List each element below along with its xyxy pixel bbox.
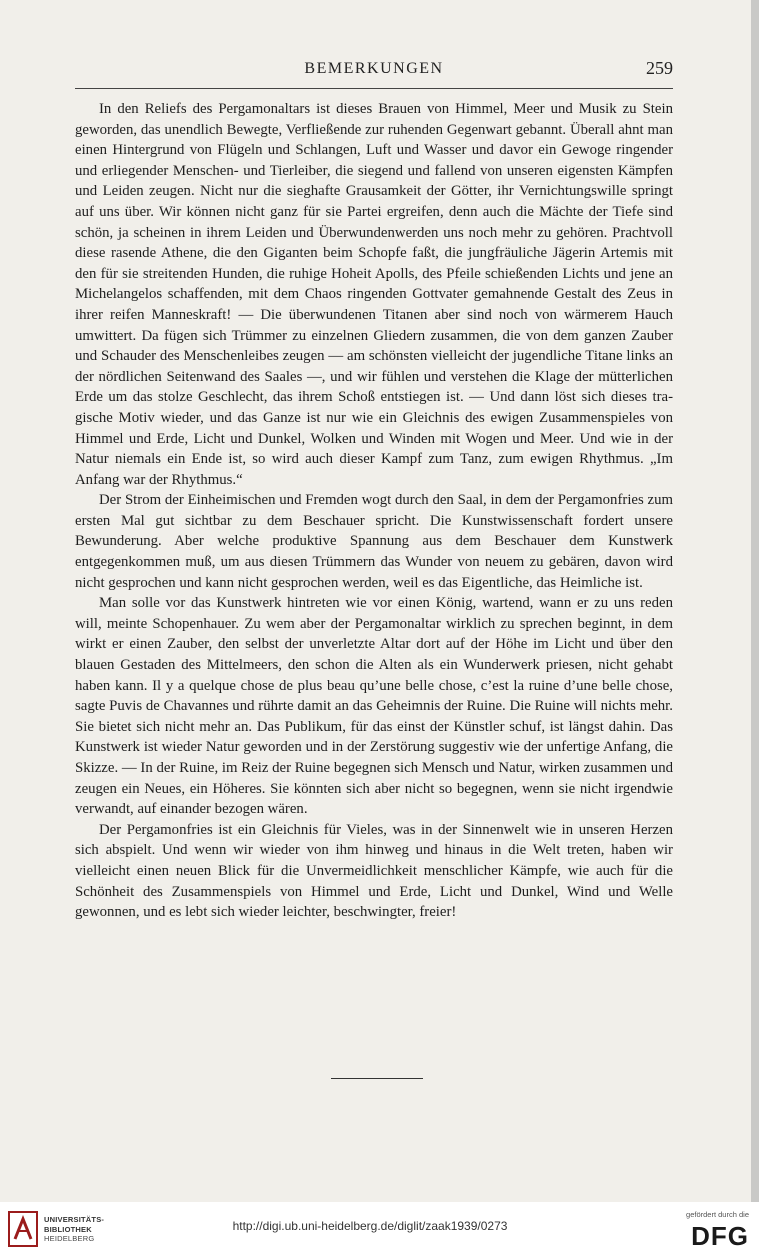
header-rule [75, 88, 673, 89]
library-emblem-icon [8, 1211, 38, 1247]
library-name-line: BIBLIOTHEK [44, 1224, 92, 1234]
paragraph: Man solle vor das Kunstwerk hintreten wie vor einen König, wartend, wann er zu uns reden will, meinte Schopenhauer. Zu wem aber der Pergamonaltar wirklich zu sprechen beginnt, in dem wirkt er einen Zauber, den selbst der unverletzte Altar dort auf der Höhe im Licht und über den blauen Gestaden des Mittelmeers, den schon die Alten als ein Wunderwerk priesen, nicht gehabt haben kann. Il y a quelque chose de plus beau qu’une belle chose, c’est la ruine d’une belle chose, sagte Puvis de Chavannes und rührte damit an das Geheimnis der Ruine. Die Ruine will nichts mehr. Sie bietet sich nicht mehr an. Das Publikum, für das einst der Künstler schuf, ist längst dahin. Das Kunstwerk ist wieder Natur geworden und in der Zerstörung suggestiv wie der unfertige Anfang, die Skizze. — In der Ruine, im Reiz der Ruine begegnen sich Mensch und Natur, wirken zusammen und zeugen ein Neues, ein Höheres. Sie könnten sich aber nicht so begegnen, wenn sie nicht irgendwie verwandt, auf einander bezogen wären. [75, 595, 673, 818]
page-number: 259 [646, 58, 673, 78]
paragraph: In den Reliefs des Pergamonaltars ist dieses Brauen von Himmel, Meer und Musik zu Stein geworden, das unendlich Bewegte, Verfließende zur ruhenden Gegenwart gebannt. Überall ahnt man einen Hintergrund von Flügeln und Schlangen, Luft und Wasser und davor ein Gewoge ringender und erliegender Menschen- und Tierleiber, die siegend und fallend von unseren eigensten Kämpfen und Leiden zeugen. Nicht nur die sieghafte Grausamkeit der Götter, ihr Vernichtungswille springt auf uns über. Wir können nicht ganz für sie Partei ergreifen, denn auch die Mächte der Tiefe sind schön, ja scheinen in ihrem Leiden und Überwundenwerden uns noch mehr zu gehören. Prachtvoll diese rasende Athene, die den Giganten beim Schopfe faßt, die jungfräuliche Jägerin Artemis mit den für sie streitenden Hunden, die ruhige Hoheit Apolls, des Pfeile schießenden Lichts und jene an Michelangelos schaffenden, mit dem Chaos ringenden Gottvater gemahnende Gestalt des Zeus in ihrer reifen Manneskraft! — Die überwundenen Titanen aber sind noch von wärmerem Hauch umwittert. Da fügen sich Trümmer zu einzelnen Gliedern zusammen, die von dem ganzen Zauber und Schauder des Menschenleibes zeugen — am schönsten vielleicht der jugendliche Titane links an der nördlichen Seitenwand des Saales —, und wir fühlen und verstehen die Klage der mütterlichen Erde um das stolze Geschlecht, das ihrem Schoß entstiegen ist. — Und dann löst sich dieses tragische Motiv wieder, und das Ganze ist nur wie ein Gleichnis des ewigen Zusammenspieles von Himmel und Erde, Licht und Dunkel, Wolken und Winden mit Wogen und Meer. Und wie in der Natur niemals ein Ende ist, so wird auch dieser Kampf zum Tanz, zum ewigen Rhythmus. „Im Anfang war der Rhythmus.“ [75, 101, 673, 488]
library-name-line: HEIDELBERG [44, 1234, 95, 1243]
page-header [75, 60, 673, 84]
paragraph: Der Strom der Einheimischen und Fremden wogt durch den Saal, in dem der Pergamonfries zum ersten Mal gut sichtbar zu dem Beschauer spricht. Die Kunstwissenschaft fordert unsere Bewunderung. Aber welche produktive Spannung aus dem Beschauer dem Kunstwerk entgegenkommen muß, um aus diesen Trümmern das Wunder von neuem zu gebären, davon wird nicht gesprochen und kann nicht gesprochen werden, weil es das Eigentliche, das Heimliche ist. [75, 492, 673, 591]
library-name [44, 1215, 114, 1244]
funder-caption: gefördert durch die [686, 1210, 749, 1219]
end-rule [331, 1078, 423, 1079]
paragraph: Der Pergamonfries ist ein Gleichnis für Vieles, was in der Sinnenwelt wie in unseren Herzen sich abspielt. Und wenn wir wieder von ihm hinweg und hinaus in die Welt treten, haben wir vielleicht einen neuen Blick für die Unvermeidlichkeit menschlicher Kämpfe, wie auch für die Schönheit des Zusammenspiels von Himmel und Erde, Licht und Dunkel, Wind und Welle gewonnen, und es lebt sich wieder leichter, beschwingter, freier! [75, 821, 673, 921]
library-logo[interactable] [8, 1209, 108, 1249]
funder-logo[interactable]: DFG [691, 1221, 749, 1251]
permalink-url[interactable]: http://digi.ub.uni-heidelberg.de/diglit/zaak1939/0273 [232, 1219, 508, 1233]
body-text [75, 99, 673, 923]
digitization-footer [0, 1202, 759, 1256]
library-name-line: UNIVERSITÄTS- [44, 1215, 105, 1224]
running-head: BEMERKUNGEN [304, 60, 444, 77]
